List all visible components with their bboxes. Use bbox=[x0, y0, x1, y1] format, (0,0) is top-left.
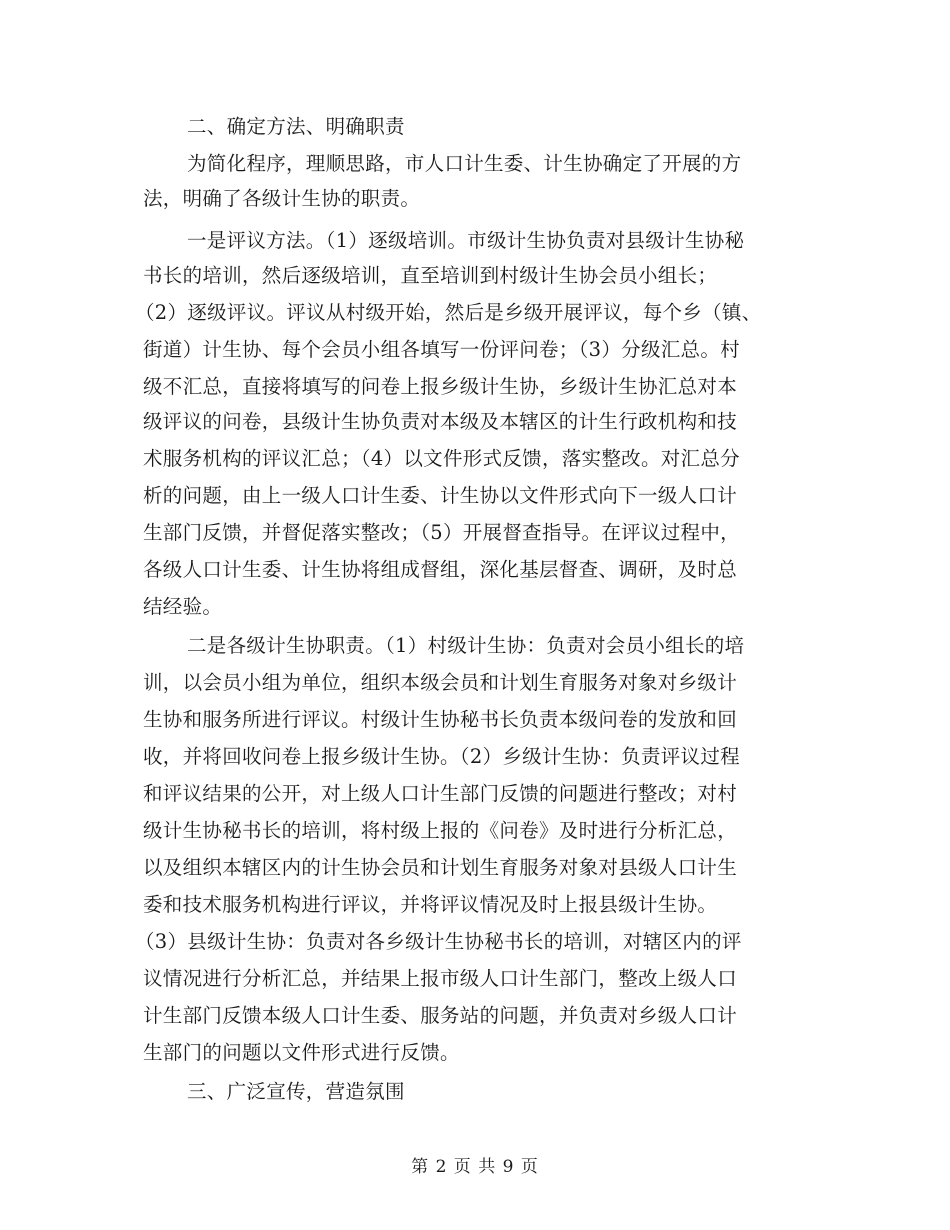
page-number-footer: 第 2 页 共 9 页 bbox=[411, 1157, 539, 1177]
paragraph-line: 术服务机构的评议汇总；（4）以文件形式反馈，落实整改。对汇总分 bbox=[143, 447, 740, 470]
paragraph-line: 级计生协秘书长的培训，将村级上报的《问卷》及时进行分析汇总， bbox=[143, 819, 738, 842]
paragraph-line: 二是各级计生协职责。（1）村级计生协：负责对会员小组长的培 bbox=[187, 634, 745, 657]
paragraph-line: 议情况进行分析汇总，并结果上报市级人口计生部门，整改上级人口 bbox=[143, 967, 738, 990]
paragraph-line: 和评议结果的公开，对上级人口计生部门反馈的问题进行整改；对村 bbox=[143, 782, 738, 805]
paragraph-line: 街道）计生协、每个会员小组各填写一份评问卷；（3）分级汇总。村 bbox=[143, 338, 740, 361]
paragraph-line: （3）县级计生协：负责对各乡级计生协秘书长的培训，对辖区内的评 bbox=[135, 930, 742, 953]
paragraph-line: 法，明确了各级计生协的职责。 bbox=[143, 187, 421, 210]
paragraph-line: 为简化程序，理顺思路，市人口计生委、计生协确定了开展的方 bbox=[187, 152, 742, 175]
paragraph-line: 各级人口计生委、计生协将组成督组，深化基层督查、调研，及时总 bbox=[143, 558, 738, 581]
section-heading-3: 三、广泛宣传，营造氛围 bbox=[187, 1080, 405, 1103]
section-heading-2: 二、确定方法、明确职责 bbox=[187, 115, 405, 138]
paragraph-line: 生协和服务所进行评议。村级计生协秘书长负责本级问卷的发放和回 bbox=[143, 708, 738, 731]
paragraph-line: 级不汇总，直接将填写的问卷上报乡级计生协，乡级计生协汇总对本 bbox=[143, 375, 738, 398]
paragraph-line: 以及组织本辖区内的计生协会员和计划生育服务对象对县级人口计生 bbox=[143, 856, 738, 879]
paragraph-line: 结经验。 bbox=[143, 595, 223, 618]
paragraph-line: 计生部门反馈本级人口计生委、服务站的问题，并负责对乡级人口计 bbox=[143, 1004, 738, 1027]
paragraph-line: 级评议的问卷，县级计生协负责对本级及本辖区的计生行政机构和技 bbox=[143, 410, 738, 433]
paragraph-line: 生部门反馈，并督促落实整改；（5）开展督查指导。在评议过程中， bbox=[143, 521, 740, 544]
paragraph-line: 生部门的问题以文件形式进行反馈。 bbox=[143, 1041, 460, 1064]
paragraph-line: 委和技术服务机构进行评议，并将评议情况及时上报县级计生协。 bbox=[143, 893, 718, 916]
paragraph-line: 一是评议方法。（1）逐级培训。市级计生协负责对县级计生协秘 bbox=[187, 229, 745, 252]
paragraph-line: 析的问题，由上一级人口计生委、计生协以文件形式向下一级人口计 bbox=[143, 484, 738, 507]
paragraph-line: （2）逐级评议。评议从村级开始，然后是乡级开展评议，每个乡（镇、 bbox=[135, 301, 762, 324]
paragraph-line: 收，并将回收问卷上报乡级计生协。（2）乡级计生协：负责评议过程 bbox=[143, 745, 740, 768]
paragraph-line: 训，以会员小组为单位，组织本级会员和计划生育服务对象对乡级计 bbox=[143, 671, 738, 694]
paragraph-line: 书长的培训，然后逐级培训，直至培训到村级计生协会员小组长； bbox=[143, 264, 718, 287]
